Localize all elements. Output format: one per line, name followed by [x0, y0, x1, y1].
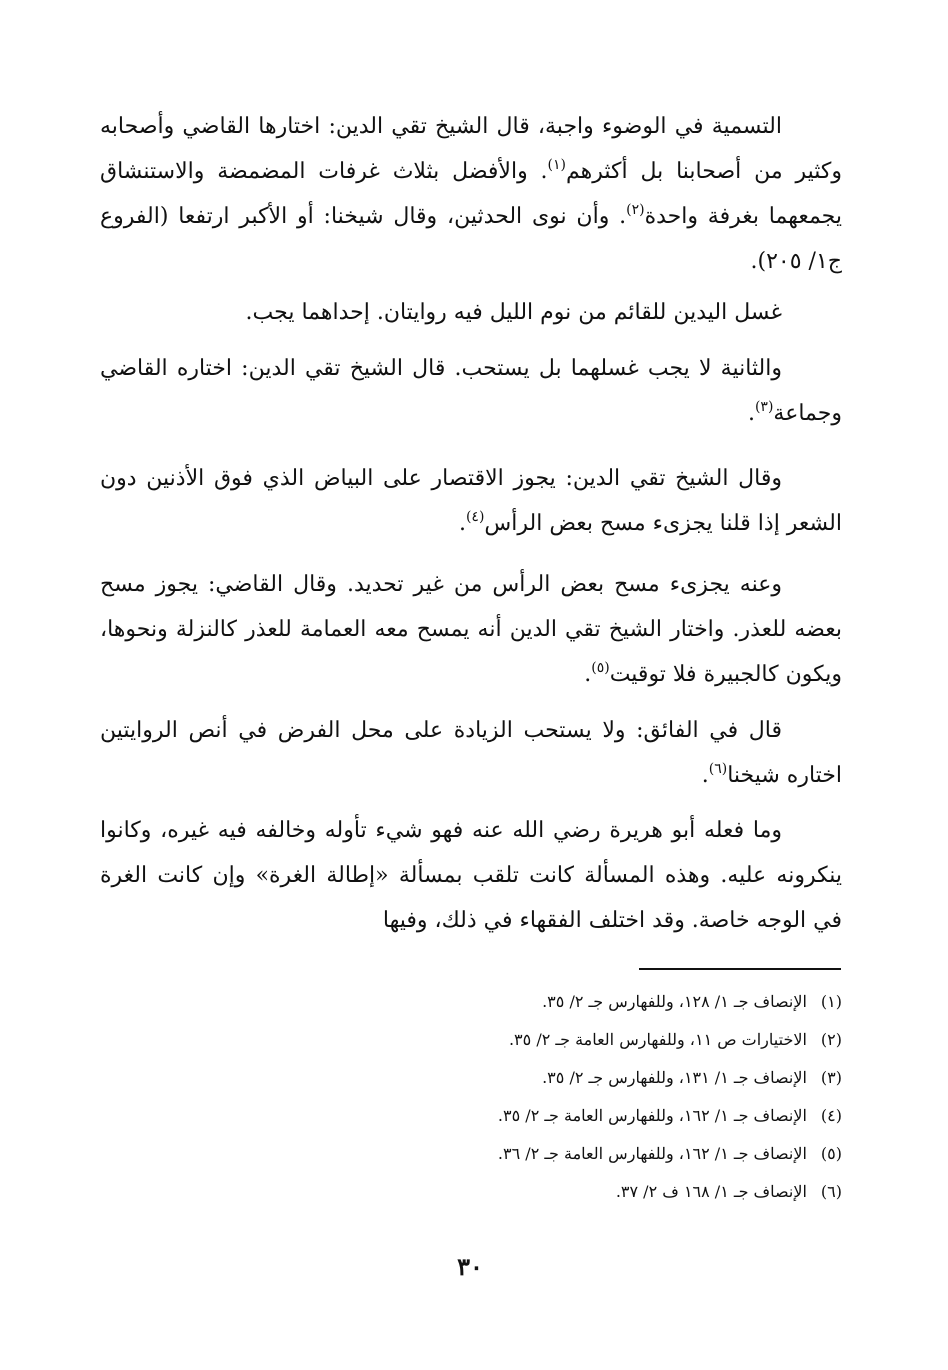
- footnote-item: [300, 983, 842, 1021]
- footnotes-list: [300, 983, 842, 1211]
- footnote-ref-4[interactable]: (٤): [465, 509, 485, 525]
- paragraph-6-end: .: [701, 763, 709, 788]
- footnote-item: [300, 1021, 842, 1059]
- footnote-number: (٦): [820, 1182, 842, 1201]
- footnote-text: الاختيارات ص ١١، وللفهارس العامة جـ ٢/ ٣٥.: [508, 1030, 807, 1049]
- paragraph-3-text: والثانية لا يجب غسلهما بل يستحب. قال الشيخ تقي الدين: اختاره القاضي وجماعة: [100, 356, 842, 426]
- footnote-item: [300, 1059, 842, 1097]
- paragraph-7: [100, 808, 842, 943]
- footnote-item: [300, 1173, 842, 1211]
- paragraph-3-end: .: [747, 401, 755, 426]
- footnote-text: الإنصاف جـ ١/ ١٢٨، وللفهارس جـ ٢/ ٣٥.: [542, 992, 807, 1011]
- footnote-item: [300, 1097, 842, 1135]
- paragraph-1: [100, 104, 842, 284]
- paragraph-4: [100, 456, 842, 546]
- footnote-ref-2[interactable]: (٢): [626, 202, 645, 218]
- footnote-ref-5[interactable]: (٥): [591, 660, 610, 676]
- footnote-ref-3[interactable]: (٣): [754, 399, 774, 415]
- paragraph-3: [100, 346, 842, 436]
- paragraph-5-end: .: [584, 662, 592, 687]
- paragraph-4-end: .: [458, 511, 466, 536]
- footnote-number: (٤): [820, 1106, 842, 1125]
- footnote-item: [300, 1135, 842, 1173]
- footnote-number: (٥): [820, 1144, 842, 1163]
- paragraph-5: [100, 562, 842, 697]
- page-number: ٣٠: [457, 1252, 483, 1281]
- paragraph-7-text: وما فعله أبو هريرة رضي الله عنه فهو شيء تأوله وخالفه فيه غيره، وكانوا ينكرونه عليه. وهذه المسألة كانت تلقب بمسألة «إطالة الغرة» وإن كانت الغرة في الوجه خاصة. وقد اختلف الفقهاء في ذلك، وفيها: [100, 818, 842, 933]
- footnote-number: (٣): [820, 1068, 842, 1087]
- footnote-separator: [639, 968, 841, 970]
- paragraph-6: [100, 708, 842, 798]
- footnote-number: (١): [820, 992, 842, 1011]
- paragraph-2: [100, 290, 842, 335]
- paragraph-2-text: غسل اليدين للقائم من نوم الليل فيه روايتان. إحداهما يجب.: [245, 300, 782, 325]
- footnote-number: (٢): [820, 1030, 842, 1049]
- paragraph-1-text-b: . والأفضل بثلاث غرفات المضمضة والاستنشاق يجمعهما بغرفة واحدة: [100, 159, 842, 229]
- paragraph-4-text: وقال الشيخ تقي الدين: يجوز الاقتصار على البياض الذي فوق الأذنين دون الشعر إذا قلنا يجزىء مسح بعض الرأس: [100, 466, 842, 536]
- paragraph-1-text-a: التسمية في الوضوء واجبة، قال الشيخ تقي الدين: اختارها القاضي وأصحابه وكثير من أصحابنا بل أكثرهم: [100, 114, 842, 184]
- paragraph-5-text: وعنه يجزىء مسح بعض الرأس من غير تحديد. وقال القاضي: يجوز مسح بعضه للعذر. واختار الشيخ تقي الدين أنه يمسح معه العمامة للعذر كالنزلة ونحوها، ويكون كالجبيرة فلا توقيت: [100, 572, 842, 687]
- paragraph-6-text: قال في الفائق: ولا يستحب الزيادة على محل الفرض في أنص الروايتين اختاره شيخنا: [100, 718, 842, 788]
- footnote-text: الإنصاف جـ ١/ ١٣١، وللفهارس جـ ٢/ ٣٥.: [542, 1068, 807, 1087]
- footnote-text: الإنصاف جـ ١/ ١٦٨ ف ٢/ ٣٧.: [615, 1182, 807, 1201]
- paragraph-1-text-c: . وأن نوى الحدثين، وقال شيخنا: أو الأكبر ارتفعا (الفروع ج١/ ٢٠٥).: [100, 204, 842, 274]
- footnote-ref-1[interactable]: (١): [547, 157, 566, 173]
- footnote-text: الإنصاف جـ ١/ ١٦٢، وللفهارس العامة جـ ٢/ ٣٥.: [497, 1106, 807, 1125]
- footnote-text: الإنصاف جـ ١/ ١٦٢، وللفهارس العامة جـ ٢/ ٣٦.: [497, 1144, 807, 1163]
- footnote-ref-6[interactable]: (٦): [708, 761, 728, 777]
